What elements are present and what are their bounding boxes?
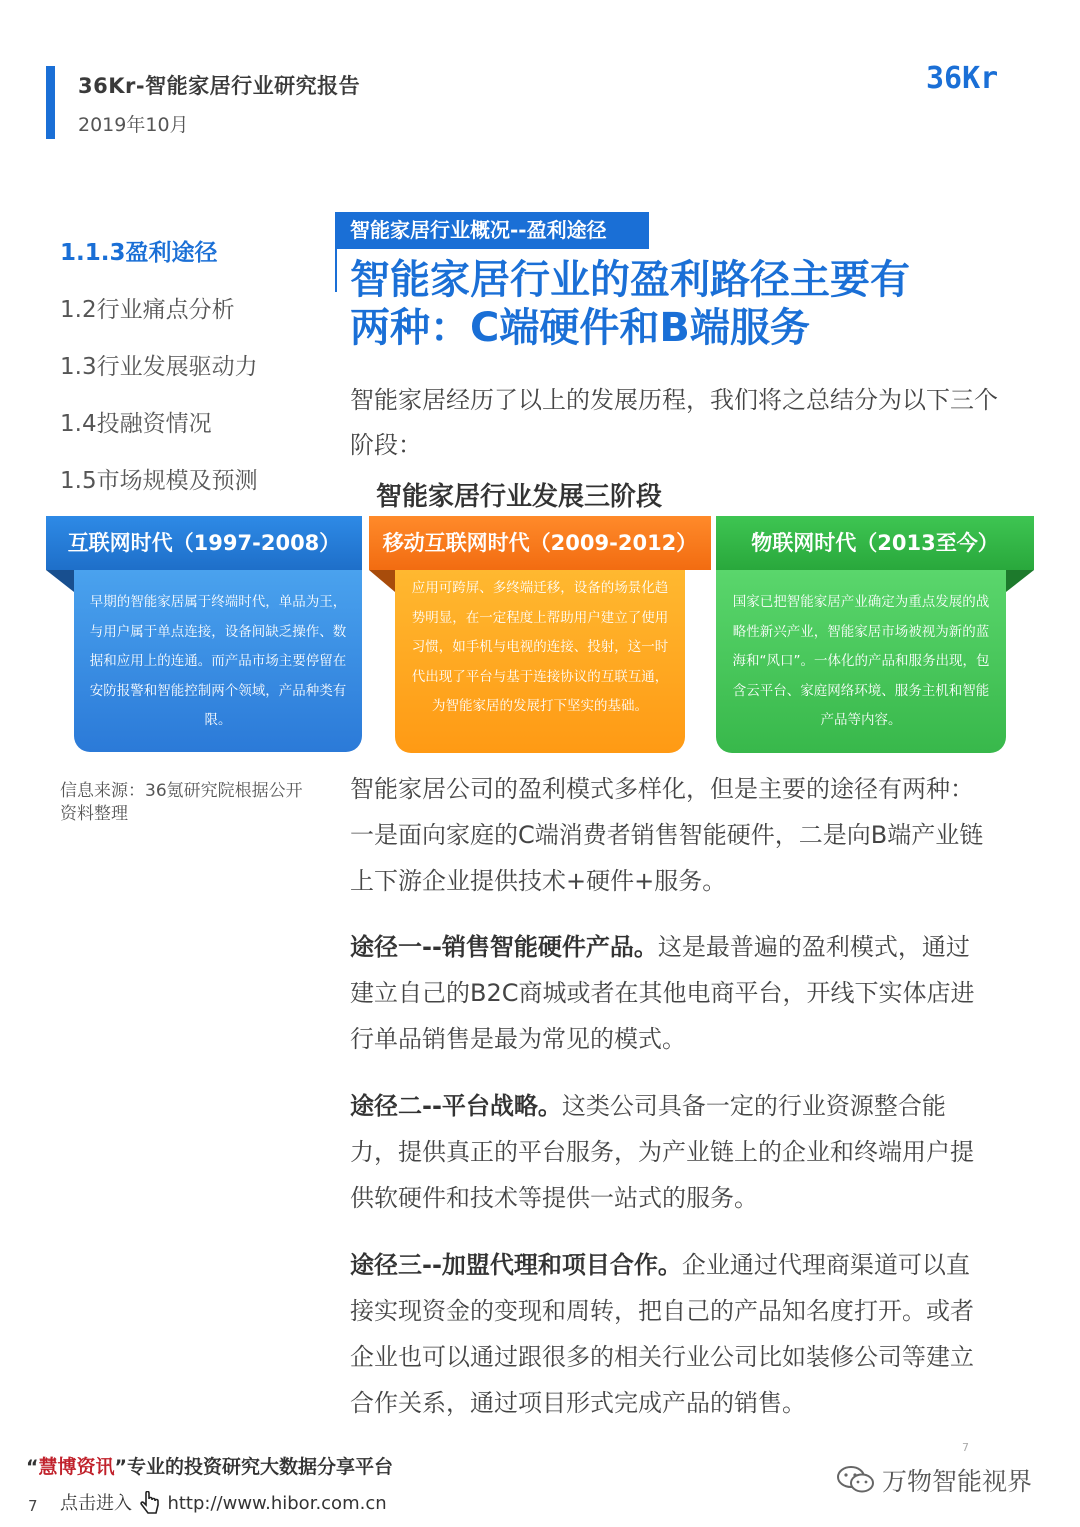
- toc-item[interactable]: 1.1.3盈利途径: [60, 240, 218, 266]
- footer-link-row[interactable]: [60, 1489, 387, 1517]
- 36kr-logo: [926, 60, 1038, 126]
- body-paragraph: [350, 1242, 990, 1426]
- paragraph-text: 这是最普遍的盈利模式，通过建立自己的B2C商城或者在其他电商平台，开线下实体店进行单品销售是最为常见的模式。: [350, 933, 975, 1053]
- intro-paragraph: 智能家居经历了以上的发展历程，我们将之总结分为以下三个阶段：: [350, 386, 998, 459]
- quote-mark: “: [26, 1456, 39, 1478]
- paragraph-text: 这类公司具备一定的行业资源整合能力，提供真正的平台服务，为产业链上的企业和终端用户提供软硬件和技术等提供一站式的服务。: [350, 1092, 974, 1212]
- paragraph-lead: 途径三--加盟代理和项目合作。: [350, 1251, 682, 1279]
- stage-header: 互联网时代（1997-2008）: [46, 516, 362, 570]
- report-title: 36Kr-智能家居行业研究报告: [78, 74, 361, 98]
- body-paragraph: [350, 1083, 990, 1221]
- stage-fold: [369, 570, 395, 592]
- footer-tagline: [26, 1452, 393, 1479]
- stage-body: 国家已把智能家居产业确定为重点发展的战略性新兴产业，智能家居市场被视为新的蓝海和“风口”。一体化的产品和服务出现，包含云平台、家庭网络环境、服务主机和智能产品等内容。: [716, 570, 1006, 753]
- paragraph-lead: 途径二--平台战略。: [350, 1092, 562, 1120]
- source-note: 信息来源：36氪研究院根据公开资料整理: [60, 781, 303, 824]
- toc-item[interactable]: 1.3行业发展驱动力: [60, 354, 258, 380]
- title-line: 智能家居行业的盈利路径主要有: [350, 257, 910, 303]
- toc-item[interactable]: 1.5市场规模及预测: [60, 468, 258, 494]
- stage-body: 应用可跨屏、多终端迁移，设备的场景化趋势明显，在一定程度上帮助用户建立了使用习惯，如手机与电视的连接、投射，这一时代出现了平台与基于连接协议的互联互通，为智能家居的发展打下坚实的基础。: [395, 570, 685, 753]
- paragraph-lead: 途径一--销售智能硬件产品。: [350, 933, 658, 961]
- table-of-contents: [60, 238, 258, 523]
- stage-fold: [46, 570, 74, 592]
- watermark: [836, 1462, 1032, 1498]
- tagline-text: 专业的投资研究大数据分享平台: [127, 1456, 394, 1478]
- wechat-icon: [836, 1464, 876, 1496]
- page-title: [350, 256, 1030, 352]
- stage-body: 早期的智能家居属于终端时代，单品为王，与用户属于单点连接，设备间缺乏操作、数据和应用上的连通。而产品市场主要停留在安防报警和智能控制两个领域，产品种类有限。: [74, 570, 362, 752]
- body-paragraph: [350, 766, 990, 904]
- paragraph-text: 企业通过代理商渠道可以直接实现资金的变现和周转，把自己的产品知名度打开。或者企业也可以通过跟很多的相关行业公司比如装修公司等建立合作关系，通过项目形式完成产品的销售。: [350, 1251, 974, 1417]
- stage-fold: [1006, 570, 1034, 592]
- watermark-text: 万物智能视界: [882, 1467, 1033, 1496]
- stage-header: 物联网时代（2013至今）: [716, 516, 1034, 570]
- toc-item[interactable]: 1.4投融资情况: [60, 411, 212, 437]
- page-number: 7: [28, 1497, 38, 1515]
- toc-item[interactable]: 1.2行业痛点分析: [60, 297, 235, 323]
- brand-name: 慧博资讯: [38, 1456, 115, 1478]
- header-accent-bar: [46, 66, 55, 139]
- report-date: 2019年10月: [78, 114, 189, 136]
- svg-text:36Kr: 36Kr: [926, 61, 999, 96]
- pointer-hand-icon: [140, 1491, 160, 1517]
- quote-mark: ”: [114, 1456, 128, 1478]
- url-link[interactable]: http://www.hibor.com.cn: [167, 1493, 387, 1514]
- body-paragraph: [350, 924, 990, 1062]
- click-label: 点击进入: [60, 1493, 132, 1514]
- stage-header: 移动互联网时代（2009-2012）: [369, 516, 711, 570]
- paragraph-text: 智能家居公司的盈利模式多样化，但是主要的途径有两种：一是面向家庭的C端消费者销售智能硬件，二是向B端产业链上下游企业提供技术+硬件+服务。: [350, 775, 984, 895]
- section-tag: 智能家居行业概况--盈利途径: [337, 212, 649, 249]
- title-line: 两种：C端硬件和B端服务: [350, 305, 810, 351]
- page-number-faint: 7: [962, 1441, 969, 1454]
- stages-title: 智能家居行业发展三阶段: [376, 482, 663, 512]
